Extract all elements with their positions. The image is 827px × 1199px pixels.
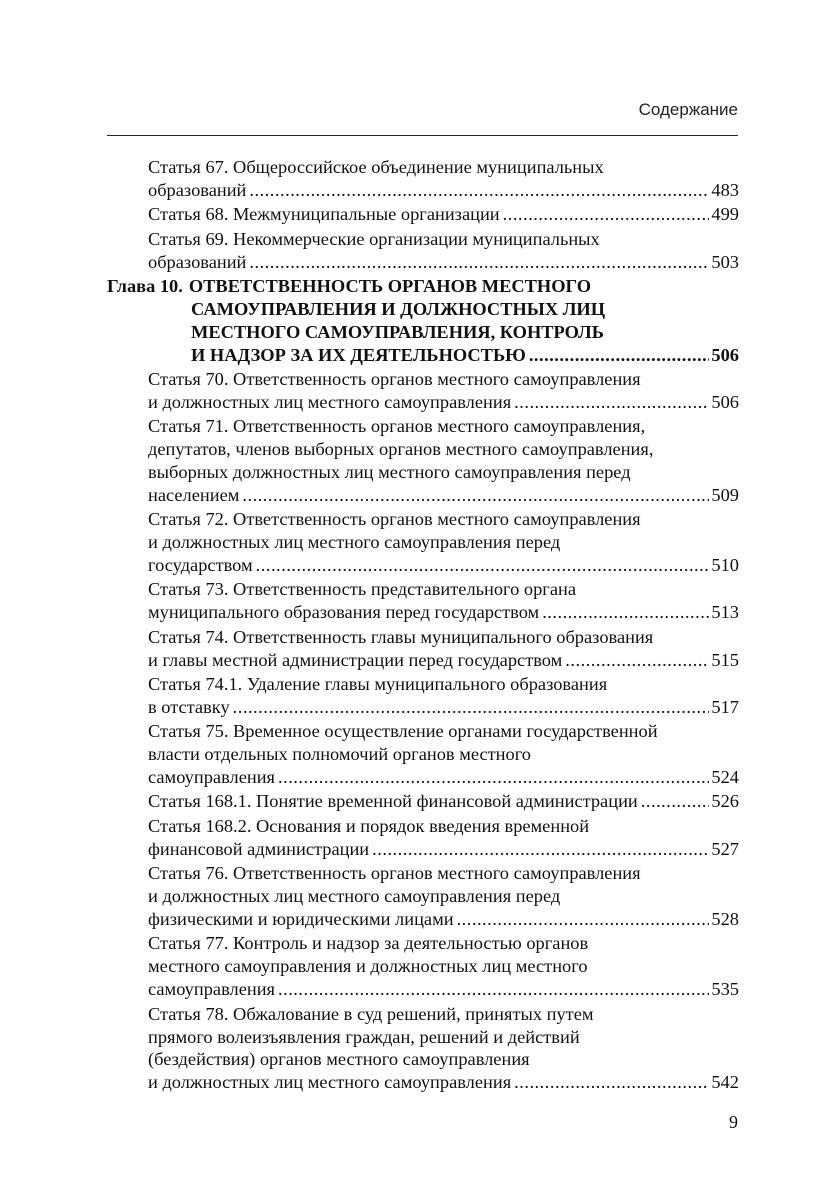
toc-entry-line: местного самоуправления и должностных лиц местного	[148, 956, 588, 977]
toc-page-number: 517	[711, 696, 739, 717]
toc-entry-text: образований	[148, 179, 247, 200]
dot-leader	[278, 766, 709, 789]
toc-entry-line: МЕСТНОГО САМОУПРАВЛЕНИЯ, КОНТРОЛЬ	[191, 321, 604, 342]
toc-entry-last-line	[148, 179, 739, 202]
toc-entry-text: Статья 168.1. Понятие временной финансовой администрации	[148, 791, 638, 812]
dot-leader	[233, 696, 710, 719]
toc-article-entry[interactable]	[107, 578, 739, 624]
toc-page-number: 483	[711, 179, 739, 200]
toc-entry-last-line	[107, 344, 739, 367]
dot-leader	[514, 391, 709, 414]
toc-page-number: 527	[711, 838, 739, 859]
toc-entry-text: И НАДЗОР ЗА ИХ ДЕЯТЕЛЬНОСТЬЮ	[191, 344, 526, 365]
toc-article-entry[interactable]	[107, 626, 739, 672]
toc-page-number: 526	[711, 791, 739, 812]
toc-entry-line: Статья 70. Ответственность органов местного самоуправления	[148, 368, 641, 389]
toc-entry-text: Статья 68. Межмуниципальные организации	[148, 204, 500, 225]
toc-article-entry[interactable]	[107, 1003, 739, 1095]
toc-chapter-heading-line	[107, 275, 739, 298]
toc-entry-line: и должностных лиц местного самоуправления перед	[148, 886, 561, 907]
toc-page-number: 515	[711, 649, 739, 670]
dot-leader	[249, 179, 709, 202]
dot-leader	[514, 1071, 709, 1094]
toc-entry-line: Статья 73. Ответственность представительного органа	[148, 579, 577, 600]
toc-article-entry[interactable]	[107, 790, 739, 813]
toc-entry-line: Статья 78. Обжалование в суд решений, принятых путем	[148, 1003, 594, 1024]
toc-entry-last-line	[148, 484, 739, 507]
toc-entry-text: и главы местной администрации перед государством	[148, 649, 563, 670]
toc-entry-line: власти отдельных полномочий органов местного	[148, 744, 531, 765]
toc-entry-last-line	[148, 1071, 739, 1094]
dot-leader	[256, 554, 710, 577]
toc-entry-line: САМОУПРАВЛЕНИЯ И ДОЛЖНОСТНЫХ ЛИЦ	[191, 298, 606, 319]
toc-page-number: 528	[711, 909, 739, 929]
toc-page-number: 499	[711, 204, 739, 225]
toc-article-entry[interactable]	[107, 673, 739, 719]
toc-page-number: 542	[711, 1072, 739, 1093]
toc-entry-last-line	[148, 790, 739, 813]
toc-entry-line: Статья 74. Ответственность главы муниципального образования	[148, 626, 654, 647]
toc-entry-text: и должностных лиц местного самоуправления	[148, 1072, 512, 1093]
toc-entry-text: в отставку	[148, 696, 230, 717]
toc-entry-line: и должностных лиц местного самоуправления перед	[148, 532, 561, 552]
toc-entry-text: населением	[148, 484, 240, 505]
toc-article-entry[interactable]	[107, 932, 739, 1001]
toc-article-entry[interactable]	[107, 720, 739, 789]
toc-entry-text: и должностных лиц местного самоуправления	[148, 391, 512, 412]
dot-leader	[542, 601, 709, 624]
toc-page-number: 503	[711, 251, 739, 272]
dot-leader	[565, 649, 709, 672]
dot-leader	[457, 908, 710, 931]
toc-entry-text: самоуправления	[148, 979, 276, 1000]
toc-entry-line: Статья 71. Ответственность органов местного самоуправления,	[148, 415, 646, 436]
toc-entry-line: (бездействия) органов местного самоуправления	[148, 1049, 530, 1070]
toc-page-number: 513	[711, 602, 739, 623]
toc-entry-text: муниципального образования перед государством	[148, 602, 540, 623]
toc-article-entry[interactable]	[107, 862, 739, 931]
toc-entry-last-line	[148, 978, 739, 1001]
toc-entry-text: образований	[148, 251, 247, 272]
toc-entry-last-line	[148, 696, 739, 719]
toc-entry-line: депутатов, членов выборных органов местного самоуправления,	[148, 438, 654, 459]
toc-entry-text: финансовой администрации	[148, 838, 370, 859]
toc-entry-last-line	[148, 649, 739, 672]
toc-entry-text: физическими и юридическими лицами	[148, 909, 454, 929]
toc-entry-text: ОТВЕТСТВЕННОСТЬ ОРГАНОВ МЕСТНОГО	[188, 276, 592, 297]
page-number: 9	[729, 1112, 738, 1132]
toc-article-entry[interactable]	[107, 815, 739, 861]
toc-entry-last-line	[148, 766, 739, 789]
toc-entry-line: прямого волеизъявления граждан, решений и действий	[148, 1026, 580, 1047]
header-rule	[107, 135, 738, 136]
toc-article-entry[interactable]	[107, 415, 739, 507]
toc-entry-line: Статья 72. Ответственность органов местного самоуправления	[148, 509, 641, 530]
toc-page-number: 535	[711, 979, 739, 1000]
toc-chapter-entry[interactable]	[107, 275, 739, 367]
toc-entry-line: Статья 67. Общероссийское объединение муниципальных	[148, 157, 604, 177]
toc-entry-last-line	[148, 203, 739, 226]
dot-leader	[249, 251, 709, 274]
toc-entry-last-line	[148, 908, 739, 931]
table-of-contents	[107, 156, 739, 1096]
toc-entry-line: Статья 74.1. Удаление главы муниципального образования	[148, 673, 608, 694]
toc-entry-last-line	[148, 391, 739, 414]
toc-chapter-label: Глава 10.	[107, 276, 183, 297]
dot-leader	[278, 978, 709, 1001]
toc-page-number: 510	[711, 554, 739, 575]
toc-page-number: 506	[711, 391, 739, 412]
toc-page-number: 506	[711, 344, 739, 365]
toc-article-entry[interactable]	[107, 156, 739, 202]
dot-leader	[242, 484, 709, 507]
toc-entry-text: самоуправления	[148, 767, 276, 788]
toc-entry-line: Статья 77. Контроль и надзор за деятельностью органов	[148, 933, 589, 954]
toc-entry-line: Статья 75. Временное осуществление органами государственной	[148, 721, 658, 742]
toc-entry-last-line	[148, 838, 739, 861]
toc-entry-last-line	[148, 554, 739, 577]
dot-leader	[503, 203, 710, 226]
dot-leader	[641, 790, 710, 813]
dot-leader	[529, 344, 710, 367]
toc-entry-text: государством	[148, 554, 253, 575]
toc-entry-line: Статья 168.2. Основания и порядок введения временной	[148, 815, 590, 836]
toc-page-number: 509	[711, 484, 739, 505]
toc-article-entry[interactable]	[107, 508, 739, 577]
toc-entry-last-line	[148, 601, 739, 624]
toc-article-entry[interactable]	[107, 228, 739, 274]
toc-article-entry[interactable]	[107, 203, 739, 226]
toc-entry-line: Статья 69. Некоммерческие организации муниципальных	[148, 228, 600, 249]
running-header: Содержание	[638, 100, 738, 119]
dot-leader	[372, 838, 709, 861]
toc-page-number: 524	[711, 767, 739, 788]
toc-article-entry[interactable]	[107, 368, 739, 414]
toc-entry-line: выборных должностных лиц местного самоуправления перед	[148, 461, 631, 482]
toc-entry-line: Статья 76. Ответственность органов местного самоуправления	[148, 863, 641, 884]
toc-entry-last-line	[148, 251, 739, 274]
